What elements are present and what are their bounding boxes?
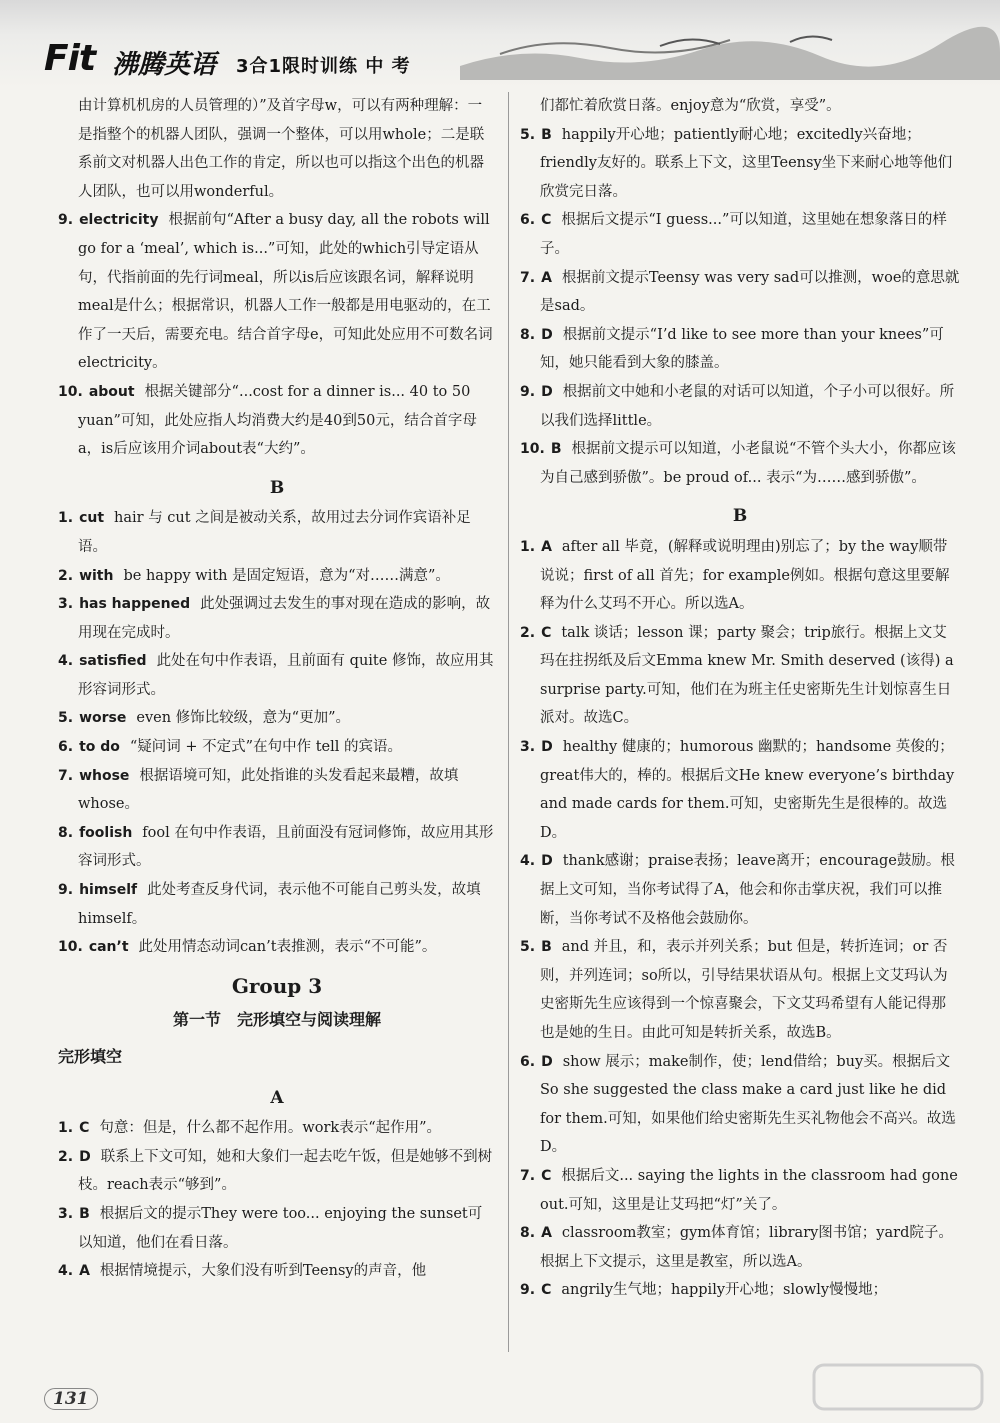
item-number: 4. [58, 653, 74, 670]
answer-item [58, 819, 496, 876]
brand-logo: Fit [44, 38, 96, 79]
item-answer: satisfied [79, 653, 147, 670]
answer-item [520, 619, 960, 733]
group-title: Group 3 [231, 973, 323, 998]
item-answer: himself [79, 882, 138, 899]
answer-item [520, 1162, 960, 1219]
item-explanation: 此处在句中作表语，且前面有 quite 修饰，故应用其形容词形式。 [78, 653, 494, 698]
answer-item [520, 733, 960, 847]
column-divider [508, 92, 509, 1352]
item-explanation: “疑问词 + 不定式”在句中作 tell 的宾语。 [129, 739, 402, 756]
answer-item [58, 562, 496, 591]
item-answer: D [541, 383, 553, 400]
answer-item [58, 704, 496, 733]
item-number: 10. [520, 441, 545, 458]
item-explanation: show 展示；make制作，使；lend借给；buy买。根据后文So she suggested the class make a card just like he did for them.可知，如果他们给史密斯先生买礼物他会不高兴。故选D。 [540, 1053, 956, 1156]
book-subtitle: 3合1限时训练 中 考 [236, 56, 411, 77]
item-number: 1. [58, 510, 74, 527]
item-number: 6. [520, 1053, 536, 1070]
item-answer: D [541, 853, 553, 870]
item-number: 10. [58, 939, 83, 956]
section-letter: A [270, 1087, 284, 1108]
answer-item [520, 435, 960, 492]
item-answer: cut [79, 510, 105, 527]
item-number: 3. [58, 1205, 74, 1222]
answer-item [58, 1257, 496, 1286]
item-number: 8. [520, 1225, 536, 1242]
item-number: 7. [520, 1167, 536, 1184]
item-answer: D [79, 1148, 91, 1165]
item-explanation: after all 毕竟，(解释或说明理由)别忘了；by the way顺带说说；first of all 首先；for example例如。根据句意这里要解释为什么艾玛不开心。所以选A。 [540, 538, 950, 613]
item-answer: A [541, 1225, 552, 1242]
item-number: 9. [520, 1282, 536, 1299]
answer-item [520, 206, 960, 263]
answer-item [520, 121, 960, 207]
item-answer: B [79, 1205, 90, 1222]
item-number: 4. [520, 853, 536, 870]
item-explanation: 此处强调过去发生的事对现在造成的影响，故用现在完成时。 [78, 596, 491, 641]
item-explanation: angrily生气地；happily开心地；slowly慢慢地； [561, 1282, 888, 1299]
item-explanation: classroom教室；gym体育馆；library图书馆；yard院子。根据上下文提示，这里是教室，所以选A。 [540, 1225, 953, 1270]
answer-item [58, 206, 496, 378]
item-answer: D [541, 739, 553, 756]
item-explanation: 联系上下文可知，她和大象们一起去吃午饭，但是她够不到树枝。reach表示“够到”。 [78, 1148, 493, 1194]
answer-item [520, 321, 960, 378]
item-number: 4. [58, 1263, 74, 1280]
item-number: 8. [520, 326, 536, 343]
answer-item [58, 933, 496, 962]
item-explanation: 根据前文中她和小老鼠的对话可以知道，个子小可以很好。所以我们选择little。 [540, 383, 955, 429]
answer-item [58, 1114, 496, 1143]
answer-item [58, 378, 496, 464]
item-answer: C [79, 1120, 90, 1137]
item-explanation: 根据情境提示，大象们没有听到Teensy的声音，他 [99, 1263, 427, 1280]
item-number: 10. [58, 383, 83, 400]
item-answer: has happened [79, 596, 191, 613]
item-number: 7. [520, 269, 536, 286]
item-answer: B [550, 441, 562, 458]
section-letter: B [269, 477, 285, 498]
item-answer: C [541, 1282, 552, 1299]
item-explanation: fool 在句中作表语，且前面没有冠词修饰，故应用其形容词形式。 [78, 824, 494, 870]
item-answer: B [541, 126, 552, 143]
item-answer: B [541, 939, 552, 956]
answer-item [58, 647, 496, 704]
page-number: 131 [44, 1388, 98, 1410]
item-explanation: 此处考查反身代词，表示他不可能自己剪头发，故填 himself。 [78, 882, 481, 927]
item-answer: A [541, 269, 552, 286]
answer-item [520, 1048, 960, 1162]
item-explanation: 此处用情态动词can’t表推测，表示“不可能”。 [138, 939, 437, 956]
item-answer: can’t [88, 939, 129, 956]
item-answer: C [541, 1167, 552, 1184]
item-explanation: and 并且，和，表示并列关系；but 但是，转折连词；or 否则，并列连词；so所以，引导结果状语从句。根据上文艾玛认为史密斯先生应该得到一个惊喜聚会，下文艾玛希望有人能记得那也是她的生日。由此可知是转折关系，故选B。 [540, 939, 948, 1041]
item-explanation: 根据语境可知，此处指谁的头发看起来最糟，故填 whose。 [78, 767, 459, 813]
item-explanation: even 修饰比较级，意为“更加”。 [136, 710, 350, 727]
item-explanation: 根据前文提示“I’d like to see more than your knees”可知，她只能看到大象的膝盖。 [540, 326, 944, 372]
item-explanation: healthy 健康的；humorous 幽默的；handsome 英俊的；great伟大的，棒的。根据后文He knew everyone’s birthday and made cards for them.可知，史密斯先生是很棒的。故选D。 [540, 739, 955, 841]
item-answer: D [541, 326, 553, 343]
answer-item [520, 1276, 960, 1305]
item-number: 7. [58, 767, 74, 784]
item-number: 5. [520, 126, 536, 143]
item-number: 6. [520, 212, 536, 229]
answer-item [58, 1143, 496, 1200]
item-number: 2. [520, 624, 536, 641]
answer-item [58, 762, 496, 819]
item-explanation: 根据前文提示可以知道，小老鼠说“不管个头大小，你都应该为自己感到骄傲”。be proud of... 表示“为……感到骄傲”。 [540, 441, 956, 486]
right-column [520, 92, 960, 1305]
item-explanation: 根据前句“After a busy day, all the robots will go for a ‘meal’, which is...”可知，此处的which引导定语从句，代指前面的先行词meal，所以is后应该跟名词，解释说明meal是什么；根据常识，机器人工作一般都是用电驱动的，在工作了一天后，需要充电。结合首字母e，可知此处应用不可数名词electricity。 [78, 212, 493, 372]
item-answer: C [541, 624, 552, 641]
answer-item [58, 504, 496, 561]
item-number: 6. [58, 739, 74, 756]
continued-text: 们都忙着欣赏日落。enjoy意为“欣赏，享受”。 [540, 98, 841, 114]
item-answer: with [79, 567, 114, 584]
continued-text: 由计算机机房的人员管理的）”及首字母w，可以有两种理解：一是指整个的机器人团队，强调一个整体，可以用whole；二是联系前文对机器人出色工作的肯定，所以也可以指这个出色的机器人团队，也可以用wonderful。 [78, 98, 485, 200]
item-number: 5. [58, 710, 74, 727]
answer-item [520, 533, 960, 619]
answer-item [58, 1200, 496, 1257]
answer-item [520, 933, 960, 1047]
item-number: 3. [520, 739, 536, 756]
left-column [58, 92, 496, 1286]
item-explanation: 根据前文提示Teensy was very sad可以推测，woe的意思就是sad。 [540, 269, 960, 315]
item-number: 2. [58, 567, 74, 584]
item-explanation: thank感谢；praise表扬；leave离开；encourage鼓励。根据上文可知，当你考试得了A，他会和你击掌庆祝，我们可以推断，当你考试不及格他会鼓励你。 [540, 853, 955, 927]
page-header [0, 0, 1000, 88]
answer-item [58, 590, 496, 647]
item-explanation: 根据后文的提示They were too... enjoying the sunset可以知道，他们在看日落。 [78, 1205, 483, 1251]
item-number: 5. [520, 939, 536, 956]
item-answer: A [541, 538, 552, 555]
item-number: 9. [58, 212, 74, 229]
item-explanation: hair 与 cut 之间是被动关系，故用过去分词作宾语补足语。 [78, 510, 471, 555]
item-explanation: happily开心地；patiently耐心地；excitedly兴奋地；friendly友好的。联系上下文，这里Teensy坐下来耐心地等他们欣赏完日落。 [540, 126, 953, 200]
item-number: 9. [520, 383, 536, 400]
item-answer: C [541, 212, 552, 229]
answer-item [58, 733, 496, 762]
item-answer: whose [79, 767, 130, 784]
answer-item [58, 876, 496, 933]
item-number: 8. [58, 824, 74, 841]
item-answer: D [541, 1053, 553, 1070]
item-explanation: 根据后文提示“I guess...”可以知道，这里她在想象落日的样子。 [540, 212, 947, 257]
subsection-title: 完形填空 [58, 1047, 123, 1066]
item-answer: foolish [79, 824, 133, 841]
item-number: 9. [58, 882, 74, 899]
answer-item [520, 378, 960, 435]
answer-item [520, 847, 960, 933]
item-answer: to do [79, 739, 120, 756]
item-answer: A [79, 1263, 90, 1280]
answer-item [520, 264, 960, 321]
brand-name: 沸腾英语 [112, 50, 217, 80]
item-explanation: talk 谈话；lesson 课；party 聚会；trip旅行。根据上文艾玛在拄拐纸及后文Emma knew Mr. Smith deserved (该得) a surprise party.可知，他们在为班主任史密斯先生计划惊喜生日派对。故选C。 [540, 624, 954, 727]
item-explanation: be happy with 是固定短语，意为“对……满意”。 [123, 567, 450, 584]
section-title: 第一节 完形填空与阅读理解 [172, 1010, 381, 1030]
answer-item [520, 1219, 960, 1276]
section-letter: B [732, 506, 748, 527]
item-number: 3. [58, 596, 74, 613]
watermark-logo-icon [808, 1357, 988, 1417]
item-explanation: 根据后文... saying the lights in the classroom had gone out.可知，这里是让艾玛把“灯”关了。 [540, 1167, 958, 1213]
item-number: 2. [58, 1148, 74, 1165]
item-number: 1. [58, 1120, 74, 1137]
item-explanation: 根据关键部分“...cost for a dinner is... 40 to 50 yuan”可知，此处应指人均消费大约是40到50元，结合首字母a，is后应该用介词about表“大约”。 [78, 383, 477, 458]
item-explanation: 句意：但是，什么都不起作用。work表示“起作用”。 [99, 1120, 442, 1137]
mountain-decoration-icon [460, 6, 1000, 80]
item-number: 1. [520, 538, 536, 555]
item-answer: worse [79, 710, 127, 727]
item-answer: about [88, 383, 135, 400]
item-answer: electricity [79, 212, 159, 229]
